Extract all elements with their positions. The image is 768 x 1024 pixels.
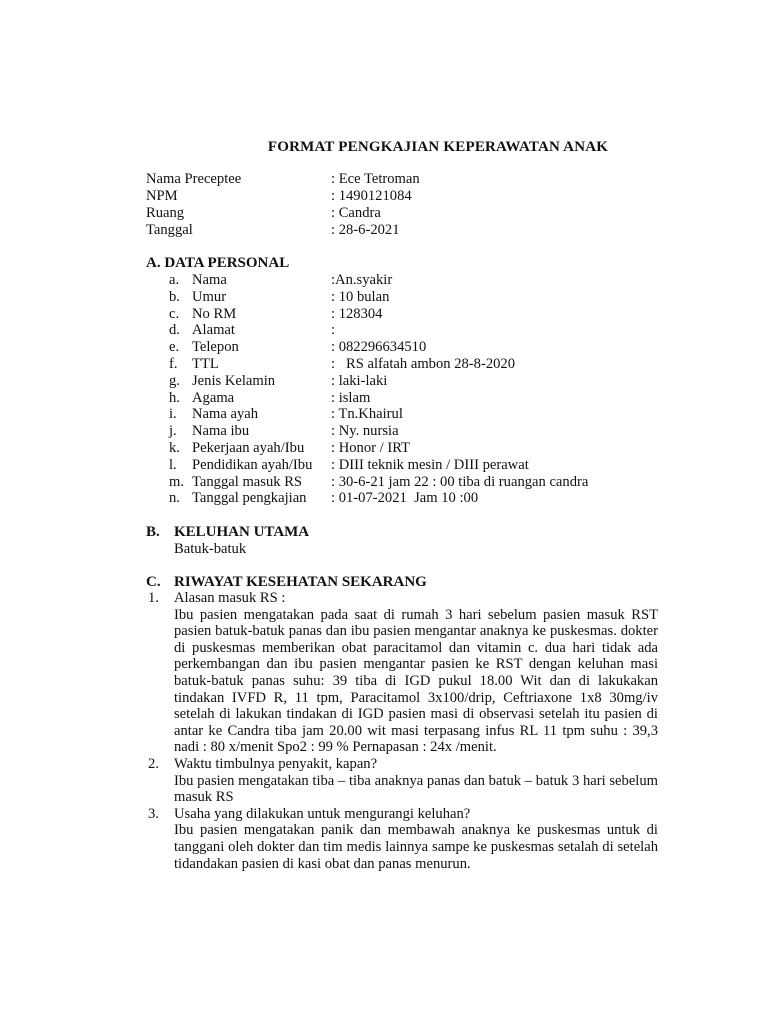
item-marker: j. [169,423,177,440]
item-number: 1. [148,590,159,606]
item-marker: a. [169,272,180,288]
section-b-heading [146,524,310,541]
item-question: Waktu timbulnya penyakit, kapan? [174,755,378,772]
header-value: : 28-6-2021 [331,222,400,238]
section-title: RIWAYAT KESEHATAN SEKARANG [174,574,427,590]
item-marker: c. [169,305,180,322]
list-item [148,756,660,806]
item-label: Umur [192,288,227,305]
header-value: : Ece Tetroman [331,171,420,187]
item-label: Tanggal masuk RS [192,473,303,490]
section-title: KELUHAN UTAMA [174,524,310,540]
list-item [148,806,660,872]
header-value: : Candra [331,205,381,221]
item-label: Alamat [192,322,235,339]
section-a-heading: A. DATA PERSONAL [146,255,290,271]
item-marker: k. [169,439,180,456]
header-value: : 1490121084 [331,188,412,204]
item-label: Telepon [192,339,239,356]
item-label: Pekerjaan ayah/Ibu [192,439,305,456]
item-label: Jenis Kelamin [192,372,276,389]
item-value: : Ny. nursia [331,423,399,440]
item-value: : 082296634510 [331,339,427,356]
item-label: Nama ayah [192,406,259,423]
item-value: : laki-laki [331,372,388,389]
item-marker: l. [169,456,177,473]
item-value: : DIII teknik mesin / DIII perawat [331,456,529,473]
item-marker: n. [169,490,180,507]
item-marker: e. [169,339,180,356]
item-value: : islam [331,389,371,406]
item-answer: Ibu pasien mengatakan panik dan membawah anaknya ke puskesmas untuk di tanggani oleh dokter dan tim medis lainnya sampe ke puskesmas setalah di setelah tidandakan pasien di kasi obat dan panas menurun. [174,822,658,872]
item-label: TTL [192,355,219,372]
chief-complaint-text: Batuk-batuk [174,541,247,557]
item-label: Agama [192,389,235,406]
header-label: Nama Preceptee [146,171,242,187]
item-value: : [331,322,336,339]
list-item [148,590,660,756]
item-number: 3. [148,805,159,822]
item-answer: Ibu pasien mengatakan pada saat di rumah 3 hari sebelum pasien masuk RST pasien batuk-batuk panas dan ibu pasien mengantar anaknya ke puskesmas. dokter di puskesmas memberikan obat paracitamol dan vitamin c. dua hari tidak ada perkembangan dan ibu pasien mengantar pasien ke RST dengan keluhan masi batuk-batuk panas suhu: 39 tiba di IGD pukul 18.00 Wit dan di lakukakan tindakan IVFD R, 11 tpm, Paracitamol 3x100/drip, Ceftriaxone 1x8 30mg/iv setelah di lakukan tindakan di IGD pasien masi di observasi setelah itu pasien di antar ke Candra tiba jam 20.00 wit masi terpasang infus RL 11 tpm suhu : 39,3 nadi : 80 x/menit Spo2 : 99 % Pernapasan : 24x /menit. [174,606,658,756]
item-label: Nama ibu [192,423,250,440]
item-label: Nama [192,272,227,288]
item-marker: h. [169,389,180,406]
item-value: : 10 bulan [331,288,390,305]
item-marker: d. [169,322,180,339]
section-marker: B. [146,524,160,540]
item-value: : Tn.Khairul [331,406,403,423]
section-c-heading [146,574,427,591]
item-value: : RS alfatah ambon 28-8-2020 [331,355,516,372]
item-marker: g. [169,372,180,389]
item-label: Tanggal pengkajian [192,490,307,507]
document-title: FORMAT PENGKAJIAN KEPERAWATAN ANAK [267,139,609,155]
item-value: : Honor / IRT [331,439,410,456]
item-question: Alasan masuk RS : [174,590,286,606]
header-label: Ruang [146,205,185,221]
item-marker: f. [169,355,178,372]
item-answer: Ibu pasien mengatakan tiba – tiba anaknya panas dan batuk – batuk 3 hari sebelum masuk RS [174,772,658,806]
header-label: Tanggal [146,222,193,238]
item-label: No RM [192,305,237,322]
item-label: Pendidikan ayah/Ibu [192,456,313,473]
item-marker: m. [169,473,184,490]
item-question: Usaha yang dilakukan untuk mengurangi keluhan? [174,805,471,822]
header-label: NPM [146,188,178,204]
item-value: :An.syakir [331,272,393,288]
item-marker: b. [169,288,180,305]
item-value: : 128304 [331,305,383,322]
section-marker: C. [146,574,161,590]
item-value: : 30-6-21 jam 22 : 00 tiba di ruangan candra [331,473,589,490]
item-number: 2. [148,755,159,772]
item-value: : 01-07-2021 Jam 10 :00 [331,490,479,507]
item-marker: i. [169,406,177,423]
health-history-list [148,590,660,872]
